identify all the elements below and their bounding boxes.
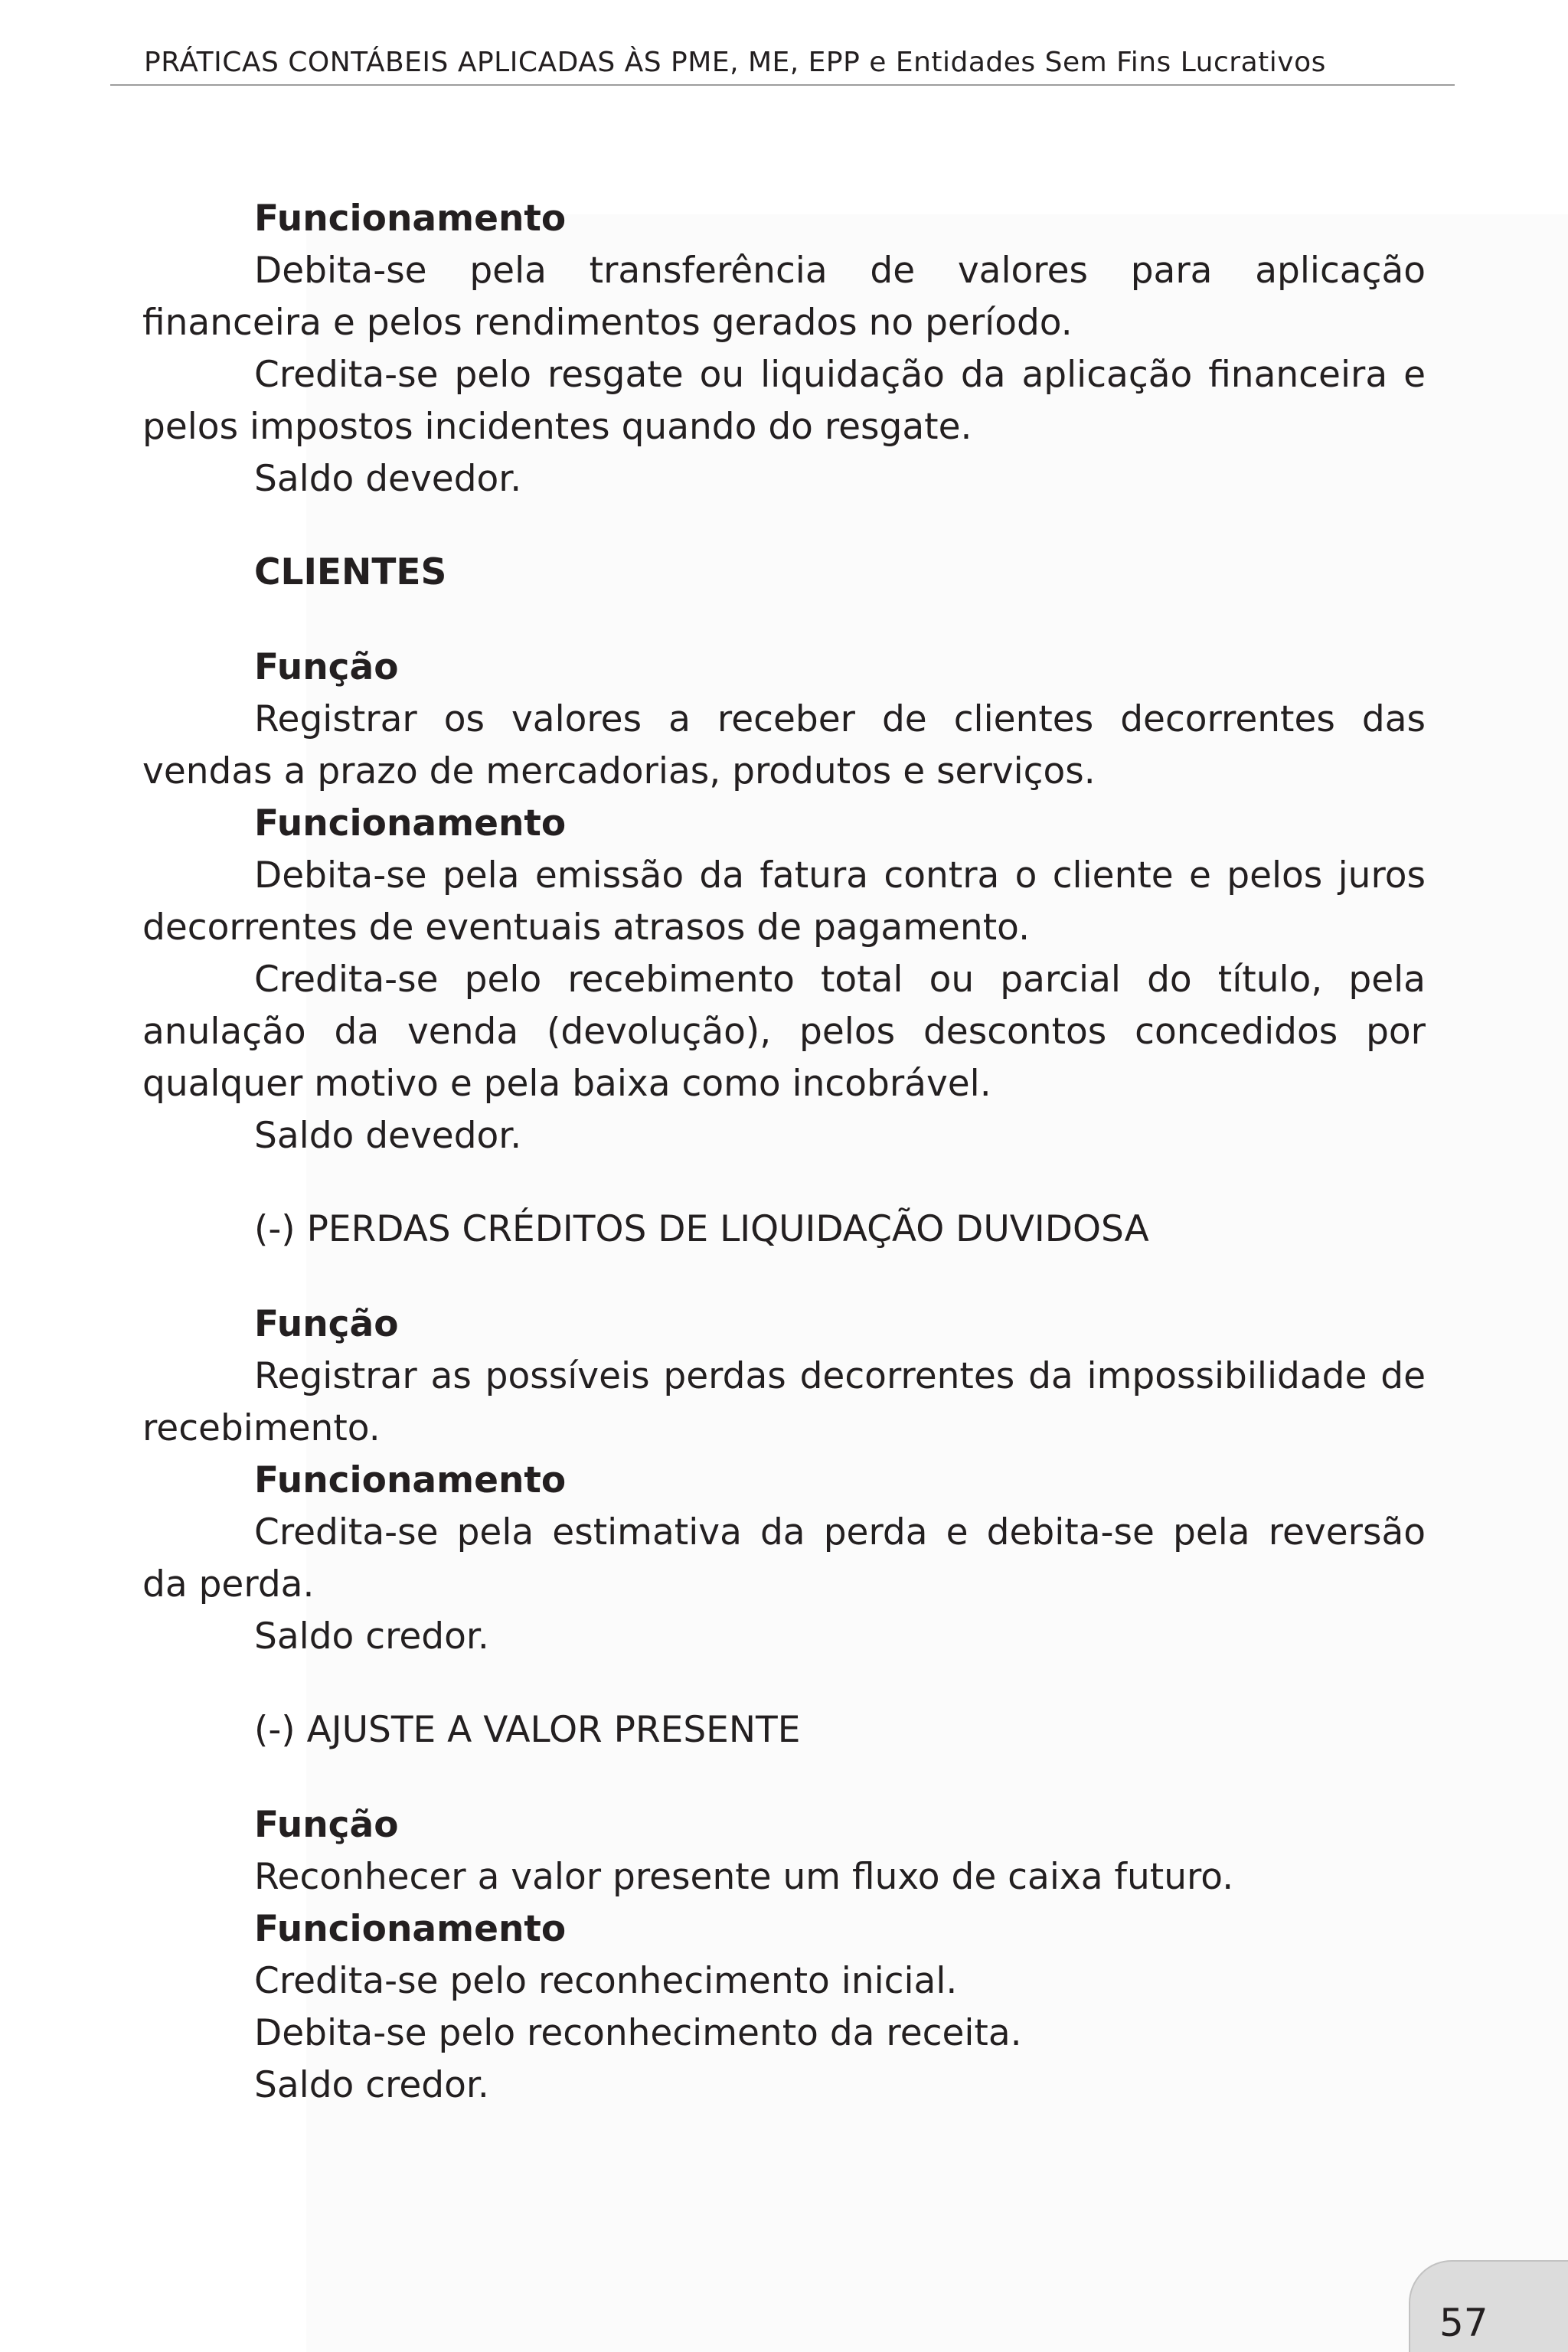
ajuste-debito-line: Debita-se pelo reconhecimento da receita. xyxy=(254,2012,1022,2054)
ajuste-funcao-label: Função xyxy=(254,1804,399,1846)
page-number-tab xyxy=(1409,2260,1568,2352)
aplicacao-saldo: Saldo devedor. xyxy=(254,458,522,500)
clientes-heading: CLIENTES xyxy=(254,551,447,593)
body-text xyxy=(142,193,1426,2112)
perdas-funcionamento-label: Funcionamento xyxy=(254,1459,567,1501)
clientes-debito-paragraph: Debita-se pela emissão da fatura contra o cliente e pelos juros decorrentes de eventuais atrasos de pagamento. xyxy=(142,854,1426,949)
ajuste-funcao-paragraph: Reconhecer a valor presente um fluxo de caixa futuro. xyxy=(254,1856,1234,1898)
perdas-funcao-label: Função xyxy=(254,1303,399,1345)
ajuste-credito-line: Credita-se pelo reconhecimento inicial. xyxy=(254,1960,958,2002)
perdas-funcao-paragraph: Registrar as possíveis perdas decorrentes da impossibilidade de recebimento. xyxy=(142,1355,1426,1449)
aplicacao-credito-paragraph: Credita-se pelo resgate ou liquidação da aplicação financeira e pelos impostos incidentes quando do resgate. xyxy=(142,354,1426,448)
perdas-saldo: Saldo credor. xyxy=(254,1615,489,1658)
aplicacao-debito-paragraph: Debita-se pela transferência de valores para aplicação financeira e pelos rendimentos gerados no período. xyxy=(142,250,1426,344)
ajuste-saldo: Saldo credor. xyxy=(254,2064,489,2106)
section-spacer xyxy=(142,599,1426,642)
clientes-funcao-label: Função xyxy=(254,646,399,688)
section-spacer xyxy=(142,1756,1426,1799)
aplicacao-funcionamento-label: Funcionamento xyxy=(254,198,567,240)
section-spacer xyxy=(142,1256,1426,1298)
perdas-funcionamento-paragraph: Credita-se pela estimativa da perda e debita-se pela reversão da perda. xyxy=(142,1511,1426,1606)
running-header: PRÁTICAS CONTÁBEIS APLICADAS ÀS PME, ME, EPP e Entidades Sem Fins Lucrativos xyxy=(144,47,1326,78)
section-spacer xyxy=(142,1162,1426,1204)
section-spacer xyxy=(142,505,1426,547)
clientes-credito-paragraph: Credita-se pelo recebimento total ou parcial do título, pela anulação da venda (devolução), pelos descontos concedidos por qualquer motivo e pela baixa como incobrável. xyxy=(142,959,1426,1105)
section-spacer xyxy=(142,1663,1426,1704)
header-rule xyxy=(110,84,1455,86)
page-number: 57 xyxy=(1439,2301,1488,2345)
ajuste-heading: (-) AJUSTE A VALOR PRESENTE xyxy=(254,1709,801,1751)
perdas-heading: (-) PERDAS CRÉDITOS DE LIQUIDAÇÃO DUVIDOSA xyxy=(254,1208,1149,1250)
clientes-funcao-paragraph: Registrar os valores a receber de clientes decorrentes das vendas a prazo de mercadorias, produtos e serviços. xyxy=(142,698,1426,792)
ajuste-funcionamento-label: Funcionamento xyxy=(254,1908,567,1950)
clientes-saldo: Saldo devedor. xyxy=(254,1115,522,1157)
clientes-funcionamento-label: Funcionamento xyxy=(254,802,567,844)
